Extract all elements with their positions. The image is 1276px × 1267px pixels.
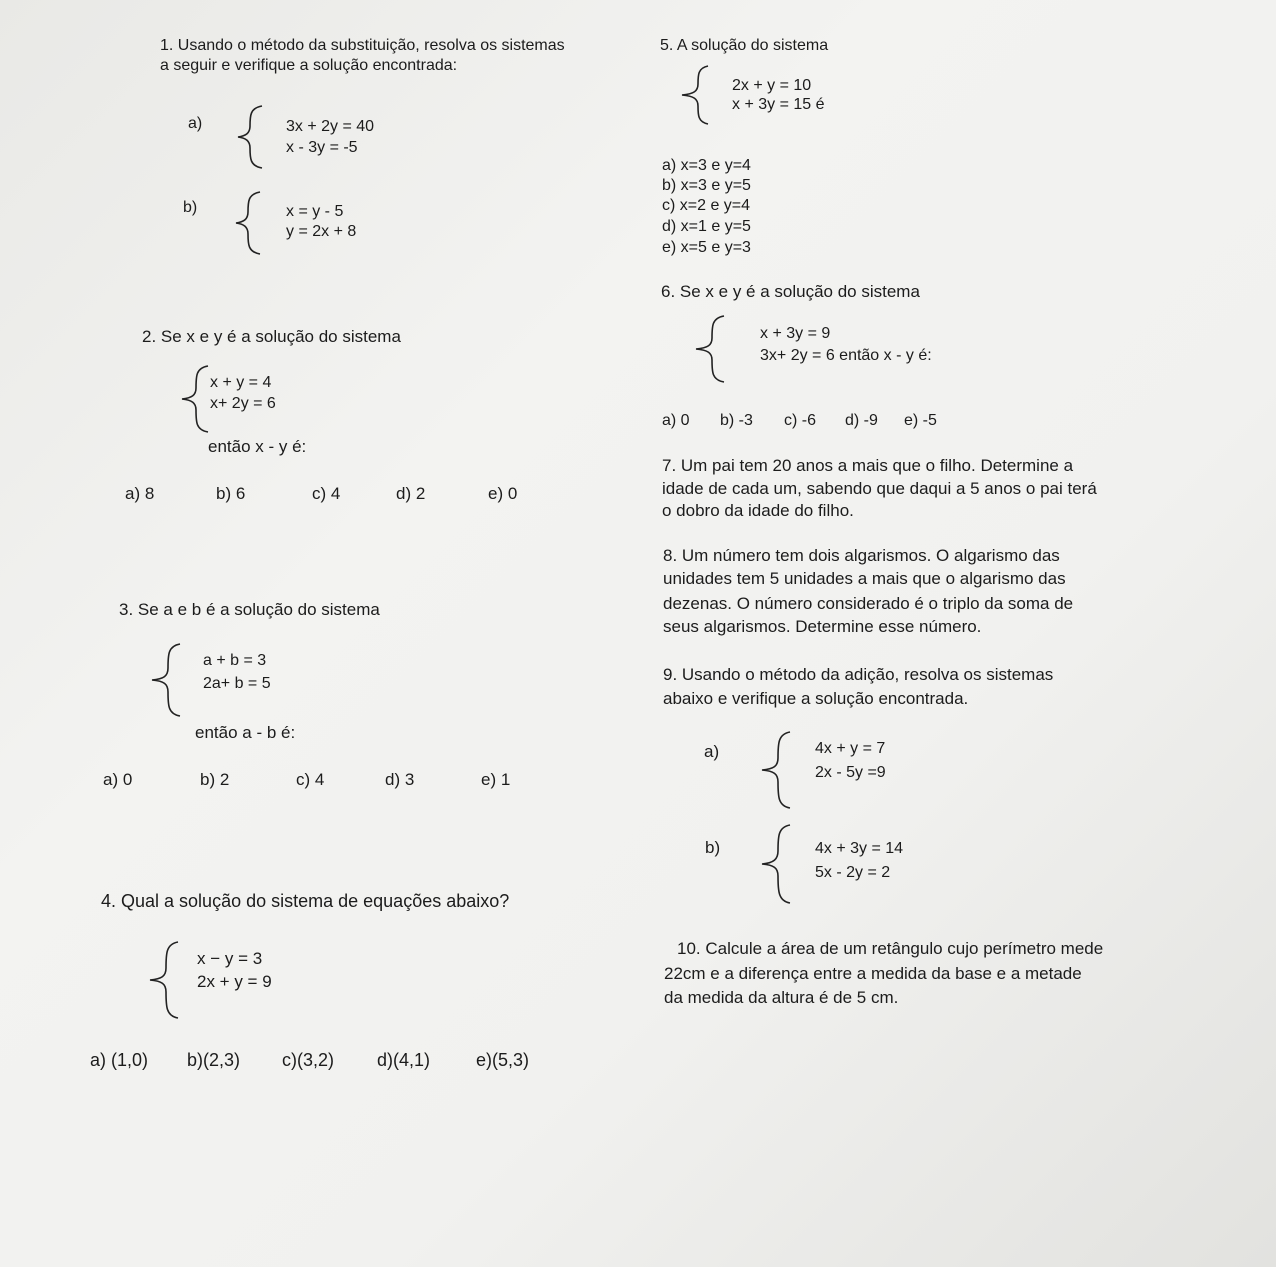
q5-option-a: a) x=3 e y=4: [662, 157, 751, 174]
q4-option-e: e)(5,3): [476, 1050, 530, 1070]
q2-equation-2: x+ 2y = 6: [210, 395, 276, 412]
q2-equation-1: x + y = 4: [210, 374, 272, 391]
q5-option-d: d) x=1 e y=5: [662, 218, 751, 235]
q2-option-e: e) 0: [488, 484, 518, 503]
q5-equation-2: x + 3y = 15 é: [732, 96, 825, 113]
q1a-equation-2: x - 3y = -5: [286, 139, 358, 156]
q2-option-d: d) 2: [396, 484, 426, 503]
q2-option-c: c) 4: [312, 484, 341, 503]
q1-statement-line2: a seguir e verifique a solução encontrada:: [160, 57, 458, 74]
q6-option-e: e) -5: [904, 412, 937, 429]
q9b-equation-1: 4x + 3y = 14: [815, 840, 904, 857]
q3-question: então a - b é:: [195, 723, 296, 742]
q5-equation-1: 2x + y = 10: [732, 77, 812, 94]
q4-option-d: d)(4,1): [377, 1050, 431, 1070]
q6-option-b: b) -3: [720, 412, 753, 429]
q4-statement: 4. Qual a solução do sistema de equações abaixo?: [101, 891, 510, 911]
q2-brace: [178, 364, 214, 434]
q1a-label: a): [188, 115, 203, 132]
q2-question: então x - y é:: [208, 437, 307, 456]
q9b-brace: [758, 823, 798, 905]
q5-option-c: c) x=2 e y=4: [662, 197, 751, 214]
q9a-brace: [758, 730, 798, 810]
q10-line-2: 22cm e a diferença entre a medida da base e a metade: [664, 964, 1082, 983]
q2-option-a: a) 8: [125, 484, 155, 503]
q9b-equation-2: 5x - 2y = 2: [815, 864, 891, 881]
q1b-label: b): [183, 199, 198, 216]
q3-brace: [148, 642, 188, 718]
q9-statement-line2: abaixo e verifique a solução encontrada.: [663, 689, 969, 708]
q4-equation-2: 2x + y = 9: [197, 972, 272, 991]
q3-equation-1: a + b = 3: [203, 652, 267, 669]
q6-option-c: c) -6: [784, 412, 816, 429]
q4-option-c: c)(3,2): [282, 1050, 335, 1070]
q3-equation-2: 2a+ b = 5: [203, 675, 271, 692]
q5-brace: [676, 64, 716, 126]
q1a-brace: [234, 104, 270, 170]
q9a-equation-1: 4x + y = 7: [815, 740, 886, 757]
q10-line-1: 10. Calcule a área de um retângulo cujo perímetro mede: [677, 939, 1104, 958]
q6-statement: 6. Se x e y é a solução do sistema: [661, 282, 920, 301]
q3-option-a: a) 0: [103, 770, 133, 789]
q6-equation-2: 3x+ 2y = 6 então x - y é:: [760, 347, 932, 364]
q10-line-3: da medida da altura é de 5 cm.: [664, 988, 899, 1007]
q4-brace: [146, 940, 186, 1020]
q1b-brace: [232, 190, 268, 256]
q3-statement: 3. Se a e b é a solução do sistema: [119, 600, 380, 619]
q3-option-c: c) 4: [296, 770, 325, 789]
q9a-label: a): [704, 742, 720, 761]
q3-option-b: b) 2: [200, 770, 230, 789]
q1b-equation-1: x = y - 5: [286, 203, 344, 220]
q9-statement-line1: 9. Usando o método da adição, resolva os sistemas: [663, 665, 1054, 684]
q9b-label: b): [705, 838, 721, 857]
q3-option-e: e) 1: [481, 770, 511, 789]
q5-option-e: e) x=5 e y=3: [662, 239, 751, 256]
q9a-equation-2: 2x - 5y =9: [815, 764, 886, 781]
q6-brace: [692, 314, 732, 384]
q7-line-3: o dobro da idade do filho.: [662, 501, 854, 520]
q3-option-d: d) 3: [385, 770, 415, 789]
q5-option-b: b) x=3 e y=5: [662, 177, 751, 194]
q4-option-b: b)(2,3): [187, 1050, 241, 1070]
q6-option-d: d) -9: [845, 412, 878, 429]
q1b-equation-2: y = 2x + 8: [286, 223, 357, 240]
q8-line-2: unidades tem 5 unidades a mais que o algarismo das: [663, 569, 1066, 588]
q1-statement-line1: 1. Usando o método da substituição, resolva os sistemas: [160, 37, 565, 54]
q7-line-1: 7. Um pai tem 20 anos a mais que o filho. Determine a: [662, 456, 1074, 475]
q6-option-a: a) 0: [662, 412, 690, 429]
q5-statement: 5. A solução do sistema: [660, 37, 829, 54]
q7-line-2: idade de cada um, sabendo que daqui a 5 anos o pai terá: [662, 479, 1097, 498]
q2-statement: 2. Se x e y é a solução do sistema: [142, 327, 401, 346]
q1a-equation-1: 3x + 2y = 40: [286, 118, 375, 135]
q2-option-b: b) 6: [216, 484, 246, 503]
q8-line-3: dezenas. O número considerado é o triplo da soma de: [663, 594, 1074, 613]
q4-equation-1: x − y = 3: [197, 949, 263, 968]
q6-equation-1: x + 3y = 9: [760, 325, 831, 342]
q8-line-4: seus algarismos. Determine esse número.: [663, 617, 982, 636]
q8-line-1: 8. Um número tem dois algarismos. O algarismo das: [663, 546, 1060, 565]
q4-option-a: a) (1,0): [90, 1050, 149, 1070]
